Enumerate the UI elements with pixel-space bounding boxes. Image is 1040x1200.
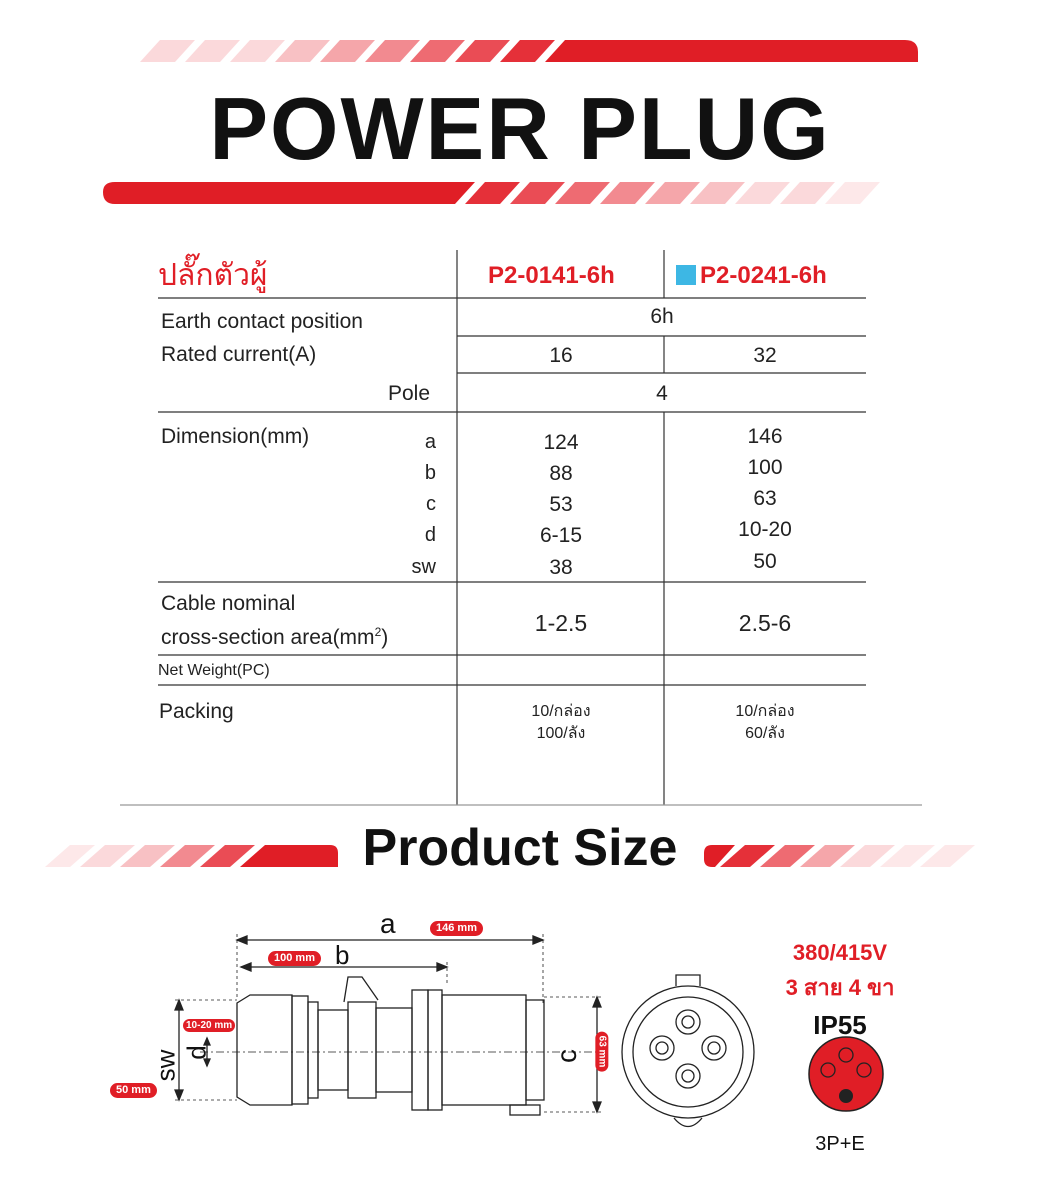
dim-c-badge: 63 mm: [595, 1032, 608, 1072]
cable-label-line1: Cable nominal: [161, 592, 296, 615]
cable-label-end: ): [381, 626, 389, 649]
packing-2-crate: 60/ลัง: [745, 725, 785, 742]
dimension-label: Dimension(mm): [161, 425, 310, 448]
dim-1-a: 124: [543, 431, 579, 454]
pole-label: Pole: [388, 382, 431, 405]
dim-1-b: 88: [549, 462, 573, 485]
dim-b-badge: 100 mm: [268, 951, 321, 966]
dim-key-b: b: [424, 462, 436, 484]
net-weight-label: Net Weight(PC): [158, 662, 270, 679]
model-1-header: P2-0141-6h: [488, 262, 615, 289]
dim-key-d: d: [424, 524, 436, 546]
dim-1-c: 53: [549, 493, 573, 516]
dim-a-label: a: [380, 908, 396, 939]
dim-2-b: 100: [747, 456, 783, 479]
blue-swatch-icon: [676, 265, 696, 285]
ip-rating: IP55: [813, 1010, 867, 1040]
dim-sw-label: sw: [150, 1049, 181, 1082]
dim-c-label: c: [551, 1049, 582, 1063]
page-title: POWER PLUG: [209, 79, 831, 178]
dim-d-badge: 10-20 mm: [183, 1019, 235, 1032]
model-2-header: [676, 262, 827, 290]
packing-1-crate: 100/ลัง: [536, 725, 586, 742]
dim-1-d: 6-15: [539, 524, 583, 547]
dim-key-sw: sw: [411, 556, 436, 578]
dim-2-sw: 50: [753, 550, 777, 573]
cable-value-1: 1-2.5: [534, 610, 588, 636]
dim-d-label: d: [181, 1045, 212, 1060]
dim-2-a: 146: [747, 425, 783, 448]
cable-label-sup: 2: [374, 625, 382, 639]
dim-2-d: 10-20: [738, 518, 792, 541]
cable-value-2: 2.5-6: [738, 610, 792, 636]
cable-label-line2: [161, 625, 388, 650]
dim-key-a: a: [424, 431, 436, 453]
rated-current-2: 32: [753, 344, 777, 367]
dim-1-sw: 38: [549, 556, 573, 579]
earth-contact-value: 6h: [650, 305, 674, 328]
dim-key-c: c: [426, 493, 436, 515]
dim-b-label: b: [335, 940, 350, 970]
product-size-title: Product Size: [362, 819, 678, 877]
table-header-thai: ปลั๊กตัวผู้: [158, 259, 268, 292]
packing-label: Packing: [159, 700, 234, 723]
cable-label-text: cross-section area(mm: [161, 626, 375, 649]
pin-config-label: 3P+E: [815, 1133, 865, 1155]
pin-layout-icon: [809, 1037, 883, 1111]
dim-sw-badge: 50 mm: [110, 1083, 157, 1098]
rated-current-1: 16: [549, 344, 573, 367]
model-2-label: P2-0241-6h: [700, 262, 827, 289]
dim-2-c: 63: [753, 487, 777, 510]
voltage-text: 380/415V: [792, 940, 888, 965]
earth-contact-label: Earth contact position: [161, 310, 363, 333]
packing-1-box: 10/กล่อง: [531, 703, 591, 720]
packing-2-box: 10/กล่อง: [735, 703, 795, 720]
pole-value: 4: [656, 382, 668, 405]
dim-a-badge: 146 mm: [430, 921, 483, 936]
wiring-text: 3 สาย 4 ขา: [785, 975, 895, 1000]
rated-current-label: Rated current(A): [161, 343, 317, 366]
